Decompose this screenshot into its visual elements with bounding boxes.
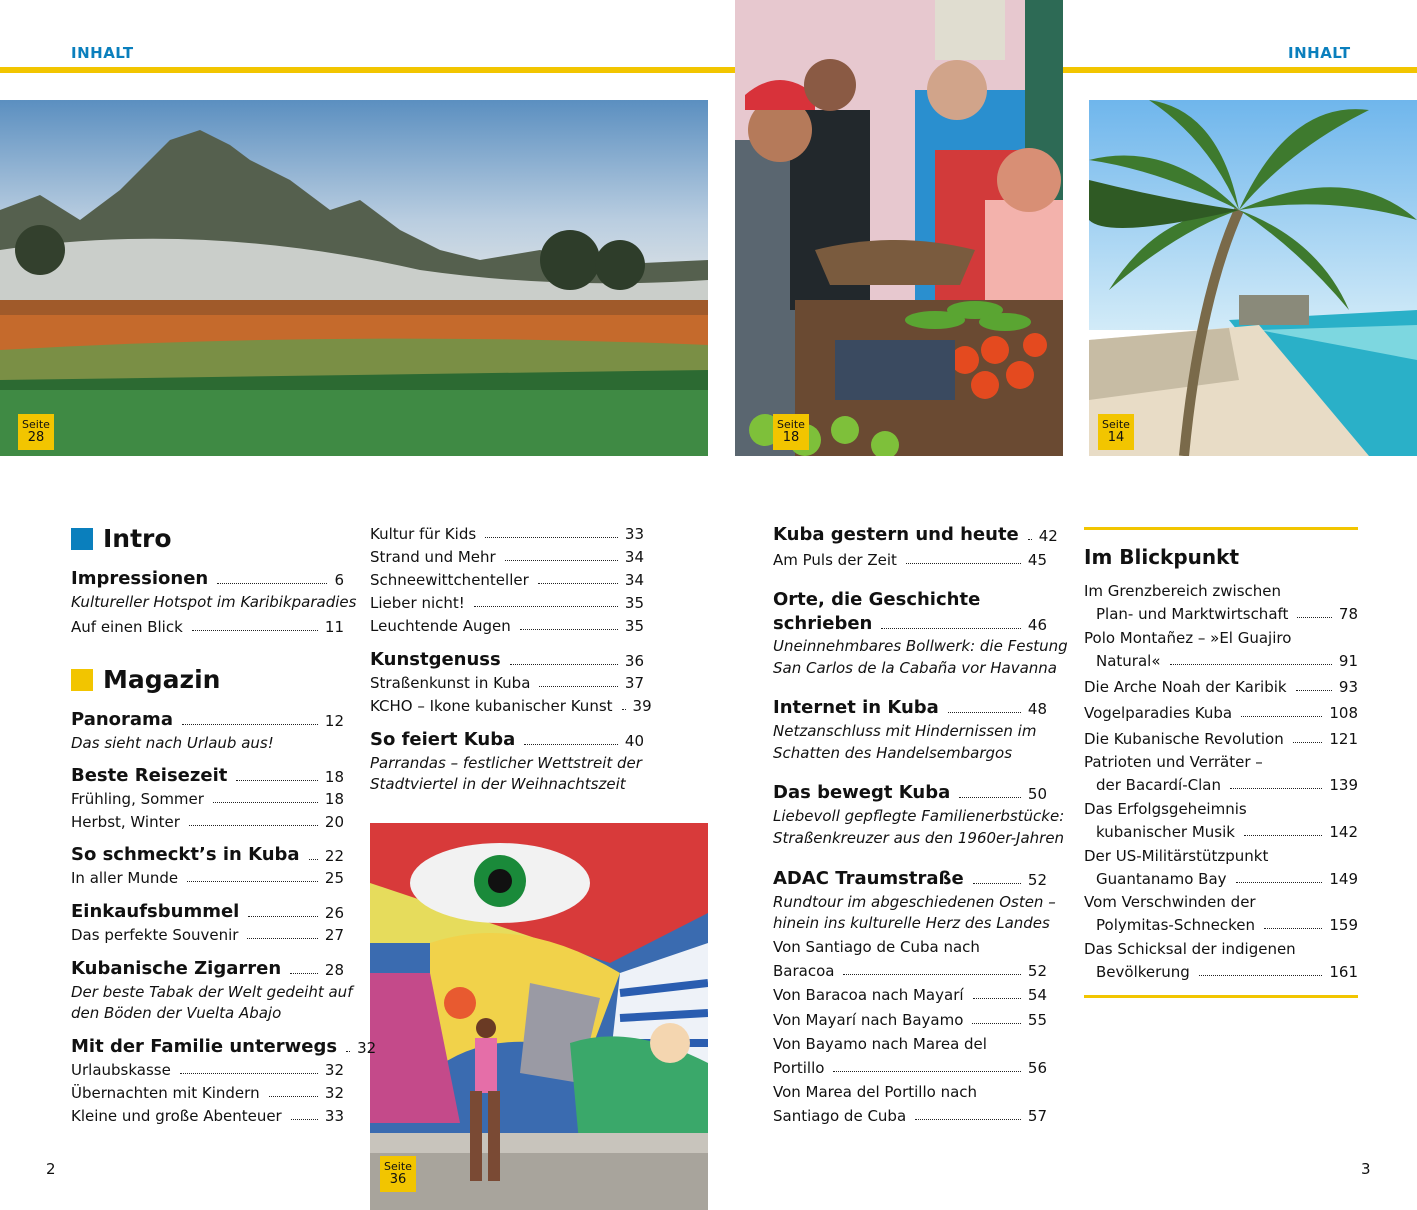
section-title: Magazin: [103, 665, 221, 694]
blickpunkt-title: Im Blickpunkt: [1084, 545, 1240, 569]
header-bar-left: [0, 67, 735, 73]
header-right: INHALT: [1288, 44, 1351, 62]
photo-market: [735, 0, 1063, 456]
toc-subtitle: Kultureller Hotspot im Karibikparadies: [71, 593, 357, 611]
toc-entry-adac[interactable]: ADAC Traumstraße 52: [773, 868, 1047, 889]
photo-vinales: [0, 100, 708, 456]
seite-badge: Seite 14: [1098, 414, 1134, 450]
toc-entry[interactable]: Lieber nicht! 35: [370, 594, 644, 612]
toc-entry[interactable]: Im Grenzbereich zwischen: [1084, 582, 1281, 600]
toc-entry[interactable]: Von Marea del Portillo nach: [773, 1083, 978, 1101]
toc-entry[interactable]: Das perfekte Souvenir 27: [71, 926, 344, 944]
toc-entry-kunstgenuss[interactable]: Kunstgenuss 36: [370, 649, 644, 670]
toc-entry[interactable]: Frühling, Sommer 18: [71, 790, 344, 808]
toc-entry-beste-reisezeit[interactable]: Beste Reisezeit 18: [71, 765, 344, 786]
toc-subtitle: Netzanschluss mit Hindernissen im: [773, 722, 1037, 740]
toc-entry[interactable]: Übernachten mit Kindern 32: [71, 1084, 344, 1102]
toc-entry[interactable]: Natural« 91: [1096, 652, 1358, 670]
seite-badge: Seite 36: [380, 1156, 416, 1192]
toc-entry-gestern[interactable]: Kuba gestern und heute 42: [773, 524, 1058, 545]
toc-entry[interactable]: Vogelparadies Kuba 108: [1084, 704, 1358, 722]
toc-subtitle: den Böden der Vuelta Abajo: [71, 1004, 282, 1022]
toc-entry[interactable]: Urlaubskasse 32: [71, 1061, 344, 1079]
toc-entry[interactable]: Plan- und Marktwirtschaft 78: [1096, 605, 1358, 623]
toc-entry[interactable]: Der US-Militärstützpunkt: [1084, 847, 1269, 865]
section-marker: [71, 669, 93, 691]
toc-entry[interactable]: Am Puls der Zeit 45: [773, 551, 1047, 569]
toc-entry[interactable]: Leuchtende Augen 35: [370, 617, 644, 635]
toc-subtitle: Liebevoll gepflegte Familienerbstücke:: [773, 807, 1065, 825]
toc-entry[interactable]: Baracoa 52: [773, 962, 1047, 980]
toc-entry[interactable]: Strand und Mehr 34: [370, 548, 644, 566]
page-number-right: 3: [1361, 1160, 1371, 1178]
toc-subtitle: San Carlos de la Cabaña vor Havanna: [773, 659, 1057, 677]
toc-entry[interactable]: Vom Verschwinden der: [1084, 893, 1256, 911]
header-left: INHALT: [71, 44, 134, 62]
toc-entry-impressionen[interactable]: Impressionen 6: [71, 568, 344, 589]
toc-entry-orte[interactable]: Orte, die Geschichte: [773, 589, 981, 610]
toc-entry-zigarren[interactable]: Kubanische Zigarren 28: [71, 958, 344, 979]
toc-entry-bewegt[interactable]: Das bewegt Kuba 50: [773, 782, 1047, 803]
toc-entry[interactable]: Von Baracoa nach Mayarí 54: [773, 986, 1047, 1004]
toc-entry[interactable]: Das Erfolgsgeheimnis: [1084, 800, 1247, 818]
toc-subtitle: Stadtviertel in der Weihnachtszeit: [370, 775, 626, 793]
toc-entry-schmeckt[interactable]: So schmeckt’s in Kuba 22: [71, 844, 344, 865]
toc-entry[interactable]: Von Santiago de Cuba nach: [773, 938, 980, 956]
toc-entry-internet[interactable]: Internet in Kuba 48: [773, 697, 1047, 718]
toc-entry[interactable]: Von Bayamo nach Marea del: [773, 1035, 987, 1053]
toc-entry[interactable]: Schneewittchenteller 34: [370, 571, 644, 589]
section-intro: [71, 524, 172, 553]
toc-entry[interactable]: Guantanamo Bay 149: [1096, 870, 1358, 888]
toc-entry[interactable]: Von Mayarí nach Bayamo 55: [773, 1011, 1047, 1029]
toc-entry[interactable]: Herbst, Winter 20: [71, 813, 344, 831]
toc-entry[interactable]: KCHO – Ikone kubanischer Kunst 39: [370, 697, 652, 715]
toc-subtitle: Der beste Tabak der Welt gedeiht auf: [71, 983, 353, 1001]
toc-entry[interactable]: der Bacardí-Clan 139: [1096, 776, 1358, 794]
blickpunkt-bottom-rule: [1084, 995, 1358, 998]
seite-badge: Seite 18: [773, 414, 809, 450]
toc-subtitle: Schatten des Handelsembargos: [773, 744, 1013, 762]
toc-entry[interactable]: Polo Montañez – »El Guajiro: [1084, 629, 1292, 647]
toc-entry[interactable]: Die Kubanische Revolution 121: [1084, 730, 1358, 748]
toc-entry[interactable]: Auf einen Blick 11: [71, 618, 344, 636]
section-title: Intro: [103, 524, 172, 553]
toc-entry-feiert[interactable]: So feiert Kuba 40: [370, 729, 644, 750]
seite-badge: Seite 28: [18, 414, 54, 450]
toc-subtitle: Parrandas – festlicher Wettstreit der: [370, 754, 642, 772]
toc-entry-familie[interactable]: Mit der Familie unterwegs 32: [71, 1036, 377, 1057]
toc-subtitle: Straßenkreuzer aus den 1960er-Jahren: [773, 829, 1065, 847]
toc-subtitle: hinein ins kulturelle Herz des Landes: [773, 914, 1050, 932]
photo-mural: [370, 823, 708, 1210]
toc-entry[interactable]: In aller Munde 25: [71, 869, 344, 887]
toc-entry[interactable]: Das Schicksal der indigenen: [1084, 940, 1296, 958]
blickpunkt-top-rule: [1084, 527, 1358, 530]
toc-entry-panorama[interactable]: Panorama 12: [71, 709, 344, 730]
toc-entry[interactable]: Straßenkunst in Kuba 37: [370, 674, 644, 692]
toc-entry-orte-cont[interactable]: schrieben 46: [773, 613, 1047, 634]
photo-beach: [1089, 100, 1417, 456]
toc-entry[interactable]: Die Arche Noah der Karibik 93: [1084, 678, 1358, 696]
page-number-left: 2: [46, 1160, 56, 1178]
toc-entry[interactable]: Bevölkerung 161: [1096, 963, 1358, 981]
toc-entry[interactable]: kubanischer Musik 142: [1096, 823, 1358, 841]
toc-entry[interactable]: Polymitas-Schnecken 159: [1096, 916, 1358, 934]
toc-entry[interactable]: Portillo 56: [773, 1059, 1047, 1077]
header-bar-right: [1063, 67, 1417, 73]
section-marker: [71, 528, 93, 550]
toc-entry[interactable]: Patrioten und Verräter –: [1084, 753, 1263, 771]
toc-entry-einkaufsbummel[interactable]: Einkaufsbummel 26: [71, 901, 344, 922]
toc-subtitle: Rundtour im abgeschiedenen Osten –: [773, 893, 1056, 911]
toc-entry[interactable]: Kleine und große Abenteuer 33: [71, 1107, 344, 1125]
section-magazin: [71, 665, 220, 694]
toc-subtitle: Uneinnehmbares Bollwerk: die Festung: [773, 637, 1068, 655]
toc-entry[interactable]: Santiago de Cuba 57: [773, 1107, 1047, 1125]
toc-entry[interactable]: Kultur für Kids 33: [370, 525, 644, 543]
toc-subtitle: Das sieht nach Urlaub aus!: [71, 734, 274, 752]
